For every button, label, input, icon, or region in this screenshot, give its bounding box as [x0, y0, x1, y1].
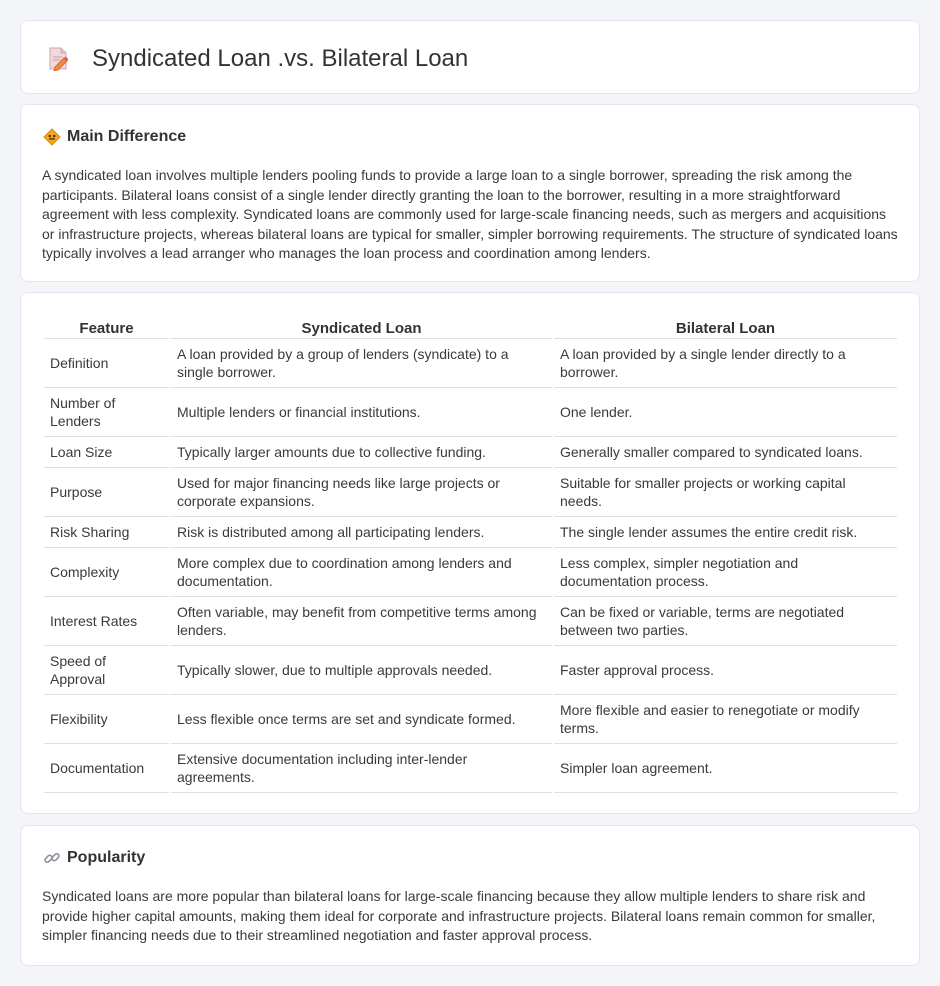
syndicated-cell: Used for major financing needs like large projects or corporate expansions.: [171, 468, 552, 517]
main-difference-heading: Main Difference: [67, 128, 187, 145]
link-icon: [43, 849, 61, 867]
title-card: [20, 20, 920, 94]
table-header-row: [44, 313, 897, 339]
bilateral-cell: Less complex, simpler negotiation and documentation process.: [554, 548, 897, 597]
popularity-text: Syndicated loans are more popular than bilateral loans for large-scale financing because they allow multiple lenders to share risk and provide higher capital amounts, making them ideal for corporate and infrastructure projects. Bilateral loans remain common for smaller, simpler financing needs due to their streamlined negotiation and faster approval process.: [42, 888, 876, 943]
bilateral-cell: A loan provided by a single lender directly to a borrower.: [554, 339, 897, 388]
bilateral-cell: Can be fixed or variable, terms are negotiated between two parties.: [554, 597, 897, 646]
table-row: [44, 548, 897, 597]
feature-cell: Risk Sharing: [44, 517, 169, 548]
feature-cell: Definition: [44, 339, 169, 388]
syndicated-cell: Often variable, may benefit from competitive terms among lenders.: [171, 597, 552, 646]
feature-cell: Documentation: [44, 744, 169, 793]
comparison-table: [42, 313, 899, 793]
syndicated-cell: Typically slower, due to multiple approvals needed.: [171, 646, 552, 695]
feature-cell: Purpose: [44, 468, 169, 517]
main-difference-card: [20, 104, 920, 282]
syndicated-cell: Multiple lenders or financial institutions.: [171, 388, 552, 437]
page-title: Syndicated Loan .vs. Bilateral Loan: [92, 45, 469, 72]
syndicated-cell: Less flexible once terms are set and syndicate formed.: [171, 695, 552, 744]
feature-cell: Number of Lenders: [44, 388, 169, 437]
table-row: [44, 646, 897, 695]
bilateral-cell: One lender.: [554, 388, 897, 437]
table-row: [44, 744, 897, 793]
document-edit-icon: [47, 47, 69, 71]
feature-cell: Complexity: [44, 548, 169, 597]
table-row: [44, 517, 897, 548]
feature-cell: Loan Size: [44, 437, 169, 468]
table-row: [44, 695, 897, 744]
bilateral-cell: Suitable for smaller projects or working capital needs.: [554, 468, 897, 517]
popularity-heading: Popularity: [67, 849, 146, 866]
main-difference-header: [43, 127, 186, 147]
syndicated-cell: A loan provided by a group of lenders (syndicate) to a single borrower.: [171, 339, 552, 388]
table-row: [44, 437, 897, 468]
table-row: [44, 339, 897, 388]
header-bilateral-loan: Bilateral Loan: [554, 313, 897, 339]
bilateral-cell: Faster approval process.: [554, 646, 897, 695]
table-row: [44, 388, 897, 437]
table-row: [44, 468, 897, 517]
feature-cell: Flexibility: [44, 695, 169, 744]
popularity-header: [43, 848, 145, 868]
diamond-sign-icon: [43, 128, 61, 146]
syndicated-cell: Risk is distributed among all participating lenders.: [171, 517, 552, 548]
feature-cell: Speed of Approval: [44, 646, 169, 695]
bilateral-cell: The single lender assumes the entire credit risk.: [554, 517, 897, 548]
popularity-card: [20, 825, 920, 966]
table-row: [44, 597, 897, 646]
feature-cell: Interest Rates: [44, 597, 169, 646]
syndicated-cell: More complex due to coordination among lenders and documentation.: [171, 548, 552, 597]
syndicated-cell: Typically larger amounts due to collective funding.: [171, 437, 552, 468]
syndicated-cell: Extensive documentation including inter-lender agreements.: [171, 744, 552, 793]
header-feature: Feature: [44, 313, 169, 339]
bilateral-cell: Simpler loan agreement.: [554, 744, 897, 793]
bilateral-cell: More flexible and easier to renegotiate or modify terms.: [554, 695, 897, 744]
header-syndicated-loan: Syndicated Loan: [171, 313, 552, 339]
bilateral-cell: Generally smaller compared to syndicated loans.: [554, 437, 897, 468]
comparison-card: [20, 292, 920, 814]
main-difference-text: A syndicated loan involves multiple lenders pooling funds to provide a large loan to a single borrower, spreading the risk among the participants. Bilateral loans consist of a single lender directly granting the loan to the borrower, resulting in a more straightforward agreement with less complexity. Syndicated loans are commonly used for large-scale financing needs, such as mergers and acquisitions or infrastructure projects, whereas bilateral loans are typical for smaller, simpler borrowing requirements. The structure of syndicated loans typically involves a lead arranger who manages the loan process and coordination among lenders.: [42, 167, 898, 261]
